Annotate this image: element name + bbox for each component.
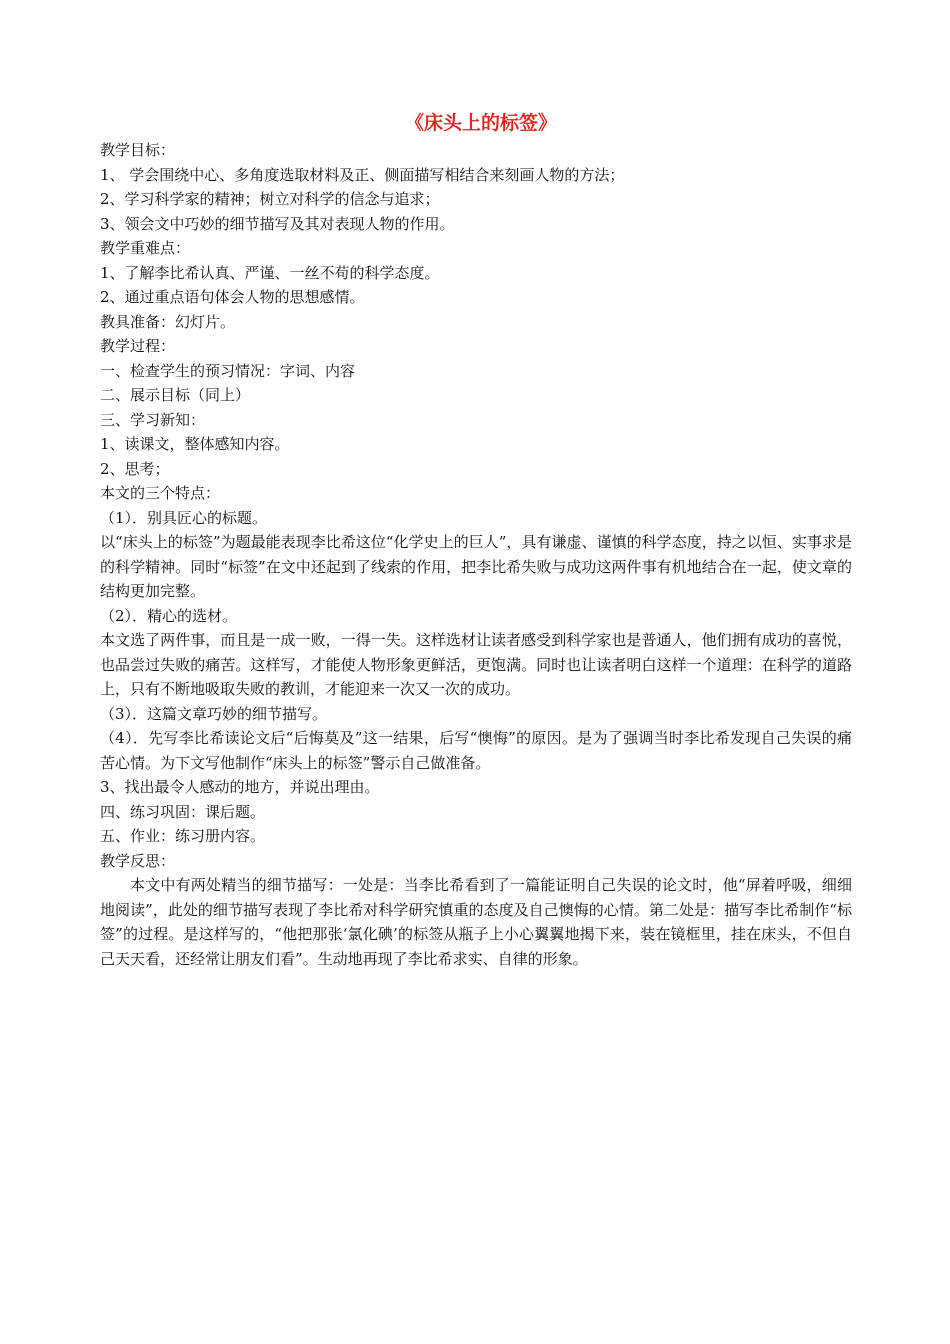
process-step: 五、作业：练习册内容。: [100, 827, 266, 845]
process-step: 一、检查学生的预习情况：字词、内容: [100, 361, 356, 380]
features-heading: 本文的三个特点：: [100, 484, 221, 502]
document-page: [100, 108, 852, 971]
feature-point-3: （3）．这篇文章巧妙的细节描写。: [100, 704, 328, 723]
key-point-item: 1、了解李比希认真、严谨、一丝不苟的科学态度。: [100, 263, 440, 282]
key-point-item: 2、通过重点语句体会人物的思想感情。: [100, 288, 365, 306]
feature-point-1: （1）．别具匠心的标题。: [100, 508, 268, 527]
process-step: 二、展示目标（同上）: [100, 386, 251, 404]
process-substep: 1、读课文，整体感知内容。: [100, 435, 290, 453]
document-title: 《床头上的标签》: [404, 112, 557, 134]
objective-item: 2、学习科学家的精神；树立对科学的信念与追求；: [100, 190, 440, 208]
feature-point-4: （4）．先写李比希读论文后“后悔莫及”这一结果，后写“懊悔”的原因。是为了强调当时李比希发现自己失误的痛苦心情。为下文写他制作“床头上的标签”警示自己做准备。: [100, 729, 852, 772]
section-heading-key-points: 教学重难点：: [100, 239, 191, 257]
reflection-paragraph: 本文中有两处精当的细节描写：一处是：当李比希看到了一篇能证明自己失误的论文时，他“屏着呼吸，细细地阅读”，此处的细节描写表现了李比希对科学研究慎重的态度及自己懊悔的心情。第二处是：描写李比希制作“标签”的过程。是这样写的，“他把那张‘氯化碘’的标签从瓶子上小心翼翼地揭下来，装在镜框里，挂在床头，不但自己天天看，还经常让朋友们看”。生动地再现了李比希求实、自律的形象。: [100, 876, 852, 968]
process-substep: 3、找出最令人感动的地方，并说出理由。: [100, 778, 380, 796]
teaching-aids: 教具准备：幻灯片。: [100, 312, 236, 331]
section-heading-objectives: 教学目标：: [100, 141, 176, 159]
process-step: 三、学习新知：: [100, 410, 206, 429]
feature-paragraph-2: 本文选了两件事，而且是一成一败，一得一失。这样选材让读者感受到科学家也是普通人，他们拥有成功的喜悦，也品尝过失败的痛苦。这样写，才能使人物形象更鲜活，更饱满。同时也让读者明白这样一个道理：在科学的道路上，只有不断地吸取失败的教训，才能迎来一次又一次的成功。: [100, 631, 852, 698]
section-heading-process: 教学过程：: [100, 337, 176, 355]
feature-point-2: （2）．精心的选材。: [100, 606, 238, 625]
process-step: 四、练习巩固：课后题。: [100, 802, 266, 821]
objective-item: 3、领会文中巧妙的细节描写及其对表现人物的作用。: [100, 214, 455, 233]
section-heading-reflection: 教学反思：: [100, 851, 176, 870]
objective-item: 1、 学会围绕中心、多角度选取材料及正、侧面描写相结合来刻画人物的方法；: [100, 165, 625, 184]
feature-paragraph-1: 以“床头上的标签”为题最能表现李比希这位“化学史上的巨人”，具有谦虚、谨慎的科学态度，持之以恒、实事求是的科学精神。同时“标签”在文中还起到了线索的作用，把李比希失败与成功这两件事有机地结合在一起，使文章的结构更加完整。: [100, 533, 852, 600]
process-substep: 2、思考；: [100, 459, 170, 478]
